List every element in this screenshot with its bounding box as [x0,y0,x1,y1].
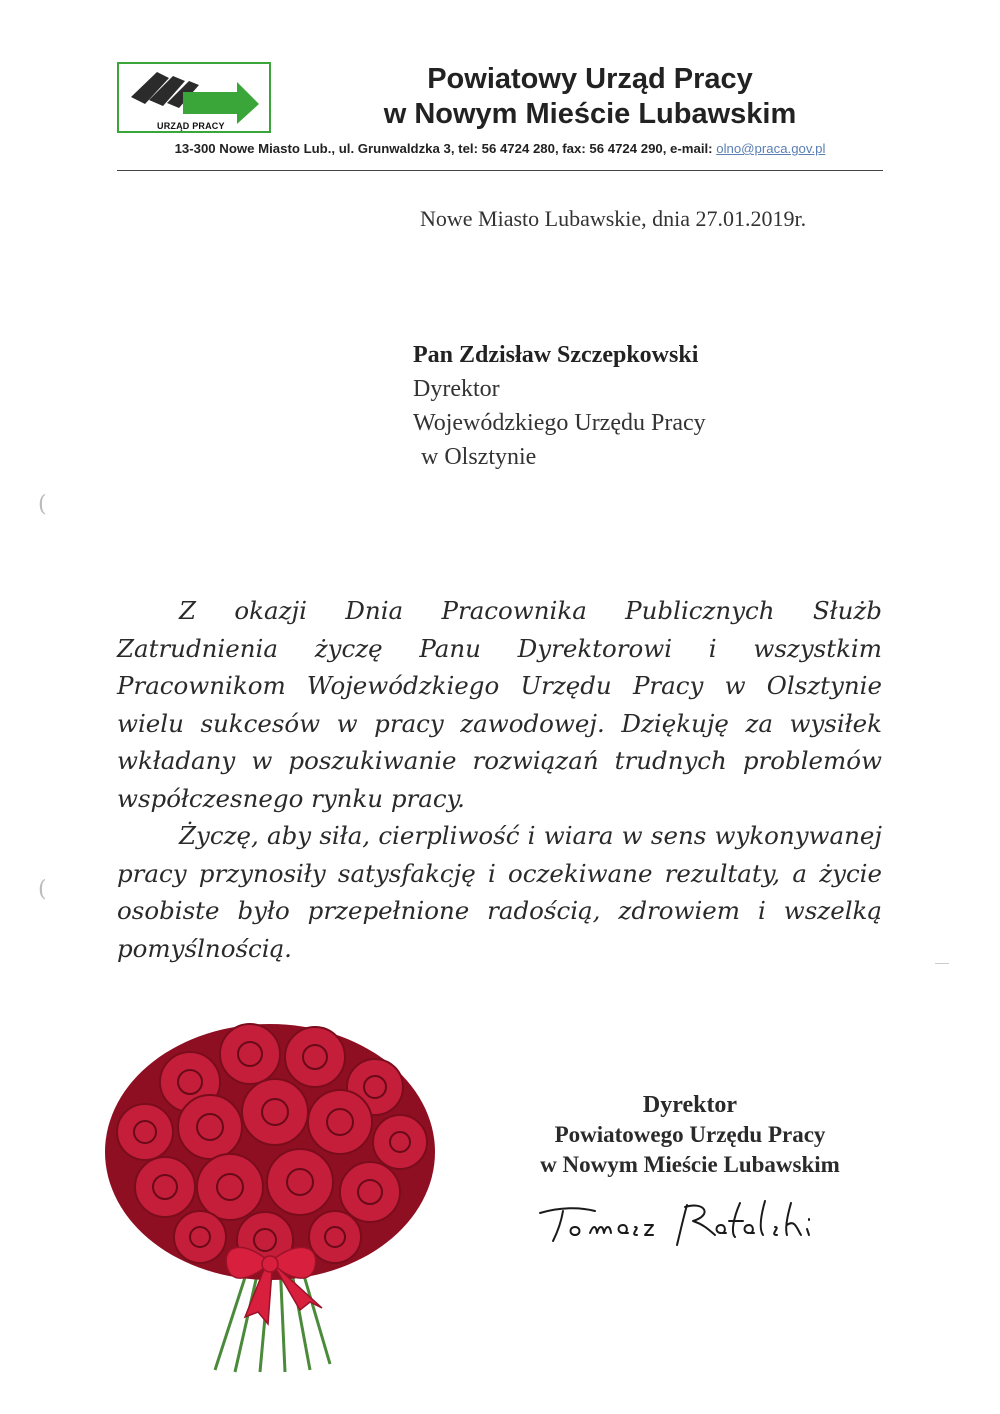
body-paragraph-1: Z okazji Dnia Pracownika Publicznych Służb Zatrudnienia życzę Panu Dyrektorowi i wszystkim Pracownikom Wojewódzkiego Urzędu Pracy w Olsztynie wielu sukcesów w pracy zawodowej. Dziękuję za wysiłek wkładany w poszukiwanie rozwiązań trudnych problemów współczesnego rynku pracy. [117,596,882,813]
signature-block [480,1090,900,1180]
recipient-name: Pan Zdzisław Szczepkowski [413,342,699,368]
contact-line [117,141,883,156]
signatory-unit-line2: w Nowym Mieście Lubawskim [540,1152,840,1177]
logo [117,62,271,133]
letter-body [117,592,882,967]
recipient-city: w Olsztynie [421,444,537,470]
recipient-office: Wojewódzkiego Urzędu Pracy [413,410,706,436]
letter-date: Nowe Miasto Lubawskie, dnia 27.01.2019r. [420,206,807,231]
header-divider [117,170,883,171]
organization-name [290,62,890,132]
org-name-line1: Powiatowy Urząd Pracy [427,63,753,95]
logo-label: URZĄD PRACY [157,121,225,131]
contact-text: 13-300 Nowe Miasto Lub., ul. Grunwaldzka 3, tel: 56 4724 280, fax: 56 4724 290, e-mail: [174,141,717,156]
punch-mark-icon: ( [38,492,47,517]
signatory-unit-line1: Powiatowego Urzędu Pracy [554,1122,826,1147]
punch-mark-icon: ( [38,877,47,902]
signatory-title: Dyrektor [642,1092,738,1118]
org-name-line2: w Nowym Mieście Lubawskim [383,98,797,130]
handwritten-signature [535,1195,835,1255]
scan-mark [935,963,949,964]
email-link[interactable]: olno@praca.gov.pl [716,141,826,156]
recipient-block [413,338,706,474]
roses-bouquet-image [100,1012,440,1374]
body-paragraph-2: Życzę, aby siła, cierpliwość i wiara w sens wykonywanej pracy przynosiły satysfakcję i oczekiwane rezultaty, a życie osobiste było przepełnione radością, zdrowiem i wszelką pomyślnością. [117,821,882,963]
recipient-title: Dyrektor [413,376,500,402]
